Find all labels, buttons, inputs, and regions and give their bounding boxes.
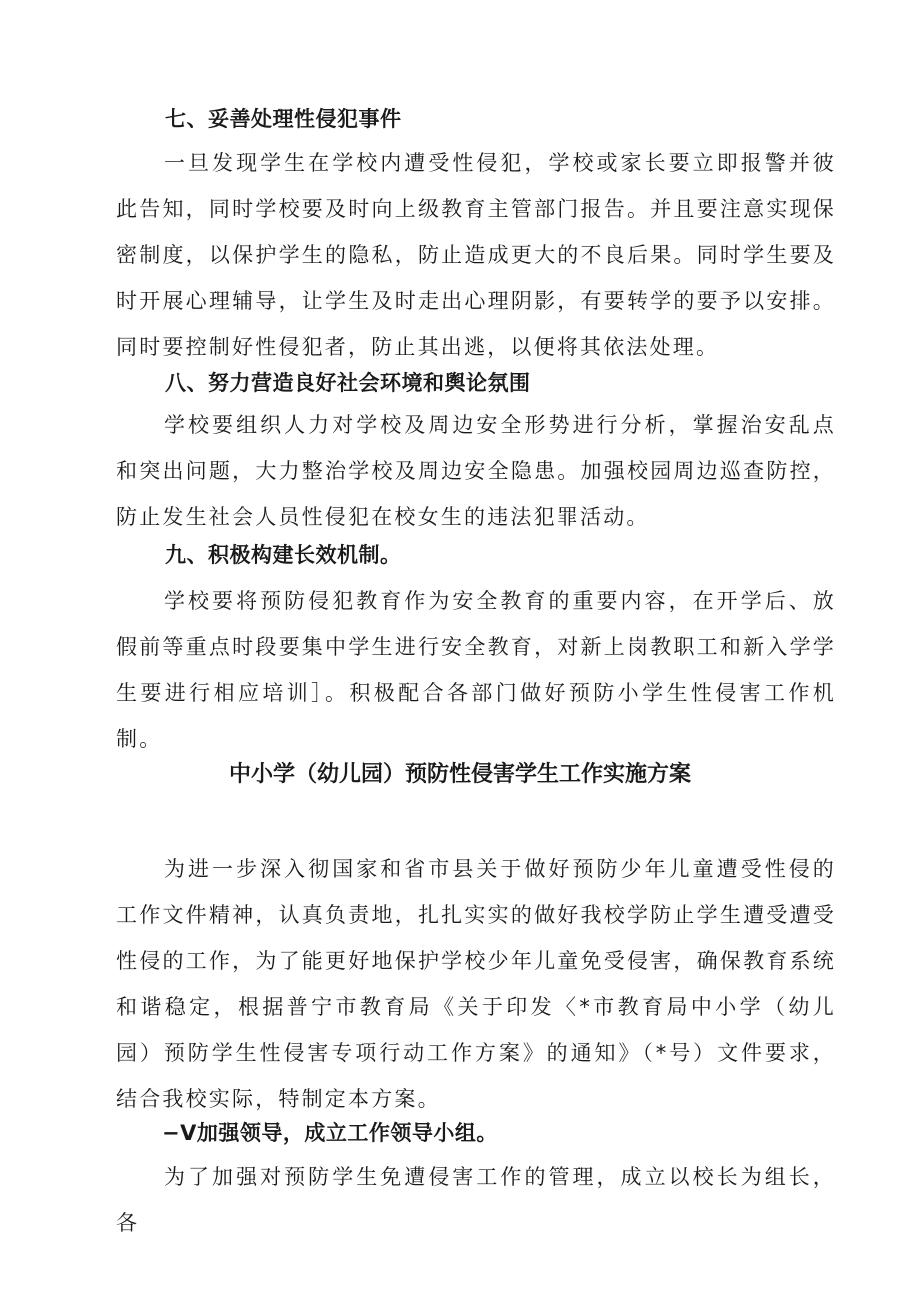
intro-paragraph: 为进一步深入彻国家和省市县关于做好预防少年儿童遭受性侵的工作文件精神，认真负责地，扎扎实实的做好我校学防止学生遭受遭受性侵的工作，为了能更好地保护学校少年儿童免受侵害，确保教育系统和谐稳定，根据普宁市教育局《关于印发〈*市教育局中小学（幼儿园）预防学生性侵害专项行动工作方案》的通知》（*号）文件要求，结合我校实际，特制定本方案。 (116, 857, 836, 1111)
document-title: 中小学（幼儿园）预防性侵害学生工作实施方案 (228, 762, 691, 787)
section-1-heading: −V加强领导，成立工作领导小组。 (162, 1121, 498, 1145)
section-9-body: 学校要将预防侵犯教育作为安全教育的重要内容，在开学后、放假前等重点时段要集中学生进行安全教育，对新上岗教职工和新入学学生要进行相应培训］。积极配合各部门做好预防小学生性侵害工作机制。 (116, 589, 836, 751)
section-7-heading: 七、妥善处理性侵犯事件 (165, 107, 402, 131)
section-8-body: 学校要组织人力对学校及周边安全形势进行分析，掌握治安乱点和突出问题，大力整治学校及周边安全隐患。加强校园周边巡查防控，防止发生社会人员性侵犯在校女生的违法犯罪活动。 (116, 413, 836, 529)
section-7-body: 一旦发现学生在学校内遭受性侵犯，学校或家长要立即报警并彼此告知，同时学校要及时向上级教育主管部门报告。并且要注意实现保密制度，以保护学生的隐私，防止造成更大的不良后果。同时学生要及时开展心理辅导，让学生及时走出心理阴影，有要转学的要予以安排。同时要控制好性侵犯者，防止其出逃，以便将其依法处理。 (116, 151, 836, 359)
section-1-body: 为了加强对预防学生免遭侵害工作的管理，成立以校长为组长，各 (116, 1165, 836, 1235)
section-8-heading: 八、努力营造良好社会环境和舆论氛围 (165, 371, 531, 395)
section-9-heading: 九、积极构建长效机制。 (165, 543, 402, 567)
